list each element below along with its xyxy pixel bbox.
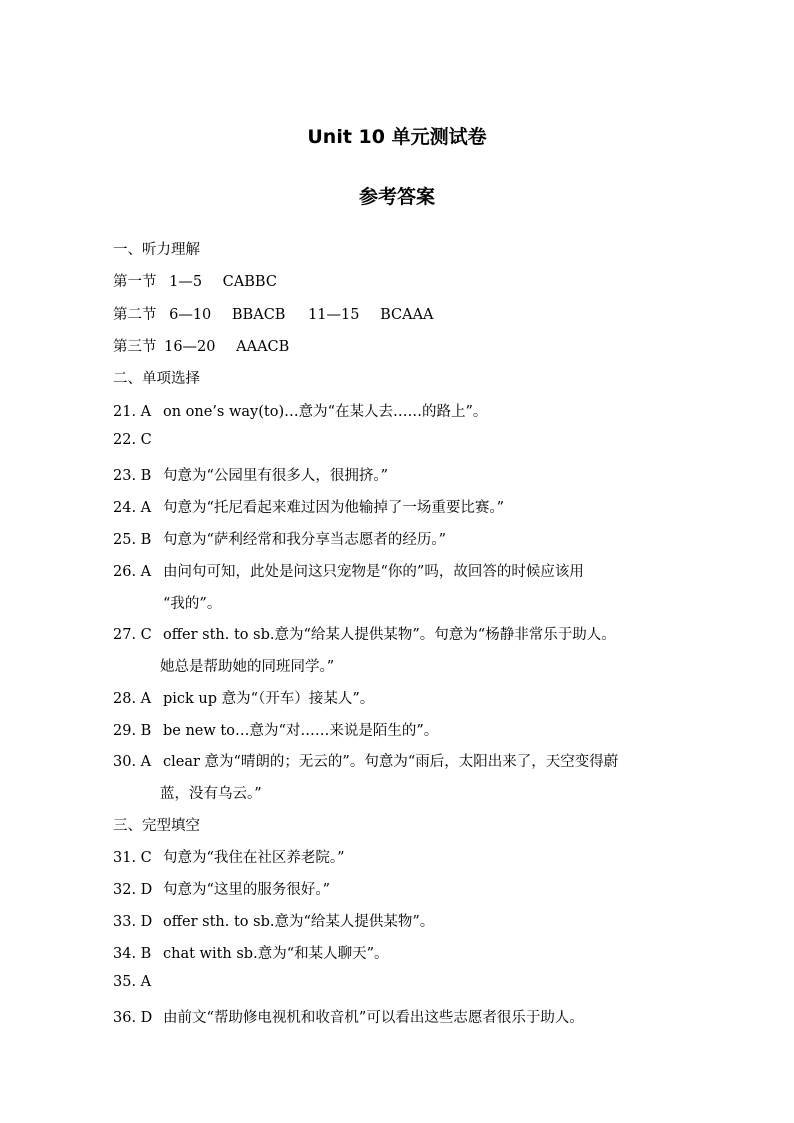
answer-explanation: 句意为“托尼看起来难过因为他输掉了一场重要比赛。” <box>163 500 505 516</box>
answer-number: 22. C <box>113 432 152 448</box>
answer-explanation: pick up 意为“（开车）接某人”。 <box>163 691 375 707</box>
answer-explanation-continued: 她总是帮助她的同班同学。” <box>160 659 335 675</box>
answer-explanation: 句意为“这里的服务很好。” <box>163 882 331 898</box>
section-heading-listening: 一、听力理解 <box>113 242 200 258</box>
answer-item <box>113 910 434 931</box>
part-label: 第一节 <box>113 274 157 290</box>
answer-explanation: 句意为“萨利经常和我分享当志愿者的经历。” <box>163 532 447 548</box>
answer-letters: CABBC <box>222 274 277 290</box>
listening-part-3 <box>113 335 289 356</box>
answer-number: 29. B <box>113 723 152 739</box>
answer-explanation-continued: 蓝，没有乌云。” <box>160 786 262 802</box>
answer-number: 24. A <box>113 500 152 516</box>
answer-number: 30. A <box>113 754 152 770</box>
answer-number: 23. B <box>113 468 152 484</box>
answer-number: 34. B <box>113 946 152 962</box>
answer-item <box>113 432 163 448</box>
answer-number: 25. B <box>113 532 152 548</box>
answer-item <box>113 1006 584 1027</box>
answer-number: 33. D <box>113 914 153 930</box>
answer-range: 16—20 <box>164 339 216 355</box>
answer-number: 27. C <box>113 627 152 643</box>
section-heading-cloze: 三、完型填空 <box>113 818 200 834</box>
answer-item <box>113 846 345 867</box>
answer-number: 36. D <box>113 1010 153 1026</box>
answer-number: 32. D <box>113 882 153 898</box>
answer-explanation-continued: “我的”。 <box>163 596 222 612</box>
answer-item <box>113 528 446 549</box>
answer-item <box>113 719 438 740</box>
listening-part-1 <box>113 270 277 291</box>
answer-letters: BBACB <box>231 307 286 323</box>
answer-item <box>113 974 163 990</box>
answer-range: 6—10 <box>169 307 212 323</box>
page-title: Unit 10 单元测试卷 <box>307 126 487 148</box>
listening-part-2 <box>113 303 434 324</box>
answer-explanation: chat with sb.意为“和某人聊天”。 <box>163 946 389 962</box>
answer-number: 35. A <box>113 974 152 990</box>
answer-item <box>113 560 584 581</box>
answer-item <box>113 400 487 421</box>
answer-item <box>113 464 388 485</box>
answer-number: 28. A <box>113 691 152 707</box>
answer-item <box>113 623 616 644</box>
answer-explanation: 句意为“我住在社区养老院。” <box>163 850 345 866</box>
answer-number: 21. A <box>113 404 152 420</box>
part-label: 第二节 <box>113 307 157 323</box>
answer-item <box>113 750 618 771</box>
answer-item <box>113 687 374 708</box>
page-subtitle: 参考答案 <box>358 186 435 208</box>
answer-explanation: 由问句可知，此处是问这只宠物是“你的”吗，故回答的时候应该用 <box>163 564 584 580</box>
answer-range: 1—5 <box>169 274 203 290</box>
section-heading-single-choice: 二、单项选择 <box>113 371 200 387</box>
answer-range: 11—15 <box>308 307 360 323</box>
answer-item <box>113 496 504 517</box>
answer-explanation: be new to…意为“对……来说是陌生的”。 <box>163 723 439 739</box>
answer-item <box>113 878 330 899</box>
answer-letters: BCAAA <box>380 307 434 323</box>
answer-explanation: offer sth. to sb.意为“给某人提供某物”。句意为“杨静非常乐于助人。 <box>163 627 616 643</box>
answer-number: 26. A <box>113 564 152 580</box>
answer-explanation: 句意为“公园里有很多人，很拥挤。” <box>163 468 389 484</box>
answer-explanation: on one’s way(to)…意为“在某人去……的路上”。 <box>163 404 488 420</box>
part-label: 第三节 <box>113 339 157 355</box>
answer-number: 31. C <box>113 850 152 866</box>
answer-item <box>113 942 389 963</box>
answer-explanation: 由前文“帮助修电视机和收音机”可以看出这些志愿者很乐于助人。 <box>163 1010 584 1026</box>
answer-explanation: clear 意为“晴朗的；无云的”。句意为“雨后，太阳出来了，天空变得蔚 <box>163 754 619 770</box>
answer-letters: AAACB <box>236 339 290 355</box>
answer-explanation: offer sth. to sb.意为“给某人提供某物”。 <box>163 914 435 930</box>
